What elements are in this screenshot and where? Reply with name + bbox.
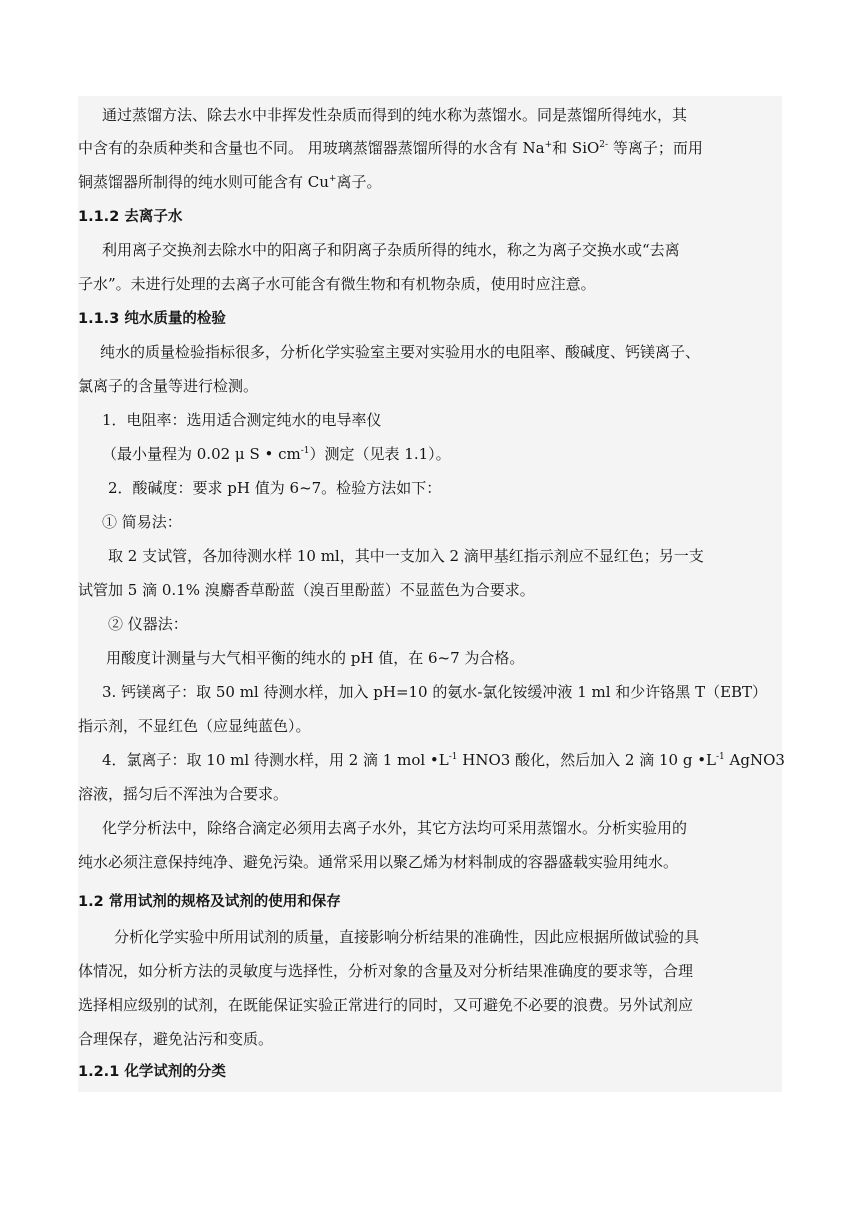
- paragraph-line: 纯水的质量检验指标很多，分析化学实验室主要对实验用水的电阻率、酸碱度、钙镁离子、: [100, 343, 701, 361]
- list-item: 2．酸碱度：要求 pH 值为 6~7。检验方法如下：: [108, 479, 442, 497]
- section-heading: 1.2 常用试剂的规格及试剂的使用和保存: [78, 894, 341, 910]
- paragraph-line: 铜蒸馏器所制得的纯水则可能含有 Cu+离子。: [78, 173, 382, 191]
- paragraph-line: 合理保存，避免沾污和变质。: [78, 1030, 274, 1048]
- paragraph-line: 分析化学实验中所用试剂的质量，直接影响分析结果的准确性，因此应根据所做试验的具: [114, 928, 700, 946]
- paragraph-line: 中含有的杂质种类和含量也不同。 用玻璃蒸馏器蒸馏所得的水含有 Na+和 SiO$^{2-}$ 等离子；而用: [78, 139, 703, 157]
- paragraph-line: 利用离子交换剂去除水中的阳离子和阴离子杂质所得的纯水，称之为离子交换水或“去离: [102, 241, 680, 259]
- list-item: 1．电阻率：选用适合测定纯水的电导率仪: [102, 411, 382, 429]
- paragraph-line: （最小量程为 0.02 μ S • $cm^{-1}$）测定（见表 1.1）。: [102, 445, 451, 463]
- paragraph-line: 用酸度计测量与大气相平衡的纯水的 pH 值，在 6~7 为合格。: [106, 649, 525, 667]
- paragraph-line: 通过蒸馏方法、除去水中非挥发性杂质而得到的纯水称为蒸馏水。同是蒸馏所得纯水，其: [102, 106, 688, 124]
- list-item: 3. 钙镁离子：取 50 ml 待测水样，加入 pH=10 的氨水-氯化铵缓冲液 1 ml 和少许铬黑 T（EBT）: [102, 683, 768, 701]
- paragraph-line: 氯离子的含量等进行检测。: [78, 377, 259, 395]
- list-item: ② 仪器法：: [108, 615, 188, 633]
- section-heading: 1.2.1 化学试剂的分类: [78, 1064, 226, 1080]
- paragraph-line: 体情况，如分析方法的灵敏度与选择性，分析对象的含量及对分析结果准确度的要求等，合理: [78, 962, 694, 980]
- section-heading: 1.1.3 纯水质量的检验: [78, 311, 226, 327]
- list-item: ① 简易法：: [102, 513, 182, 531]
- paragraph-line: 试管加 5 滴 0.1% 溴麝香草酚蓝（溴百里酚蓝）不显蓝色为合要求。: [78, 581, 535, 599]
- paragraph-line: 选择相应级别的试剂，在既能保证实验正常进行的同时，又可避免不必要的浪费。另外试剂应: [78, 996, 694, 1014]
- list-item: 4．氯离子：取 10 ml 待测水样，用 2 滴 1 mol $•L^{-1}$ HNO3 酸化，然后加入 2 滴 10 g $•L^{-1}$ AgNO3: [102, 751, 785, 769]
- text-body: [78, 96, 785, 1092]
- paragraph-line: 指示剂，不显红色（应显纯蓝色）。: [78, 717, 311, 735]
- paragraph-line: 溶液，摇匀后不浑浊为合要求。: [78, 785, 289, 803]
- paragraph-line: 化学分析法中，除络合滴定必须用去离子水外，其它方法均可采用蒸馏水。分析实验用的: [102, 819, 688, 837]
- paragraph-line: 子水”。未进行处理的去离子水可能含有微生物和有机物杂质，使用时应注意。: [78, 275, 596, 293]
- paragraph-line: 取 2 支试管，各加待测水样 10 ml，其中一支加入 2 滴甲基红指示剂应不显红色；另一支: [108, 547, 704, 565]
- section-heading: 1.1.2 去离子水: [78, 209, 183, 225]
- paragraph-line: 纯水必须注意保持纯净、避免污染。通常采用以聚乙烯为材料制成的容器盛载实验用纯水。: [78, 853, 679, 871]
